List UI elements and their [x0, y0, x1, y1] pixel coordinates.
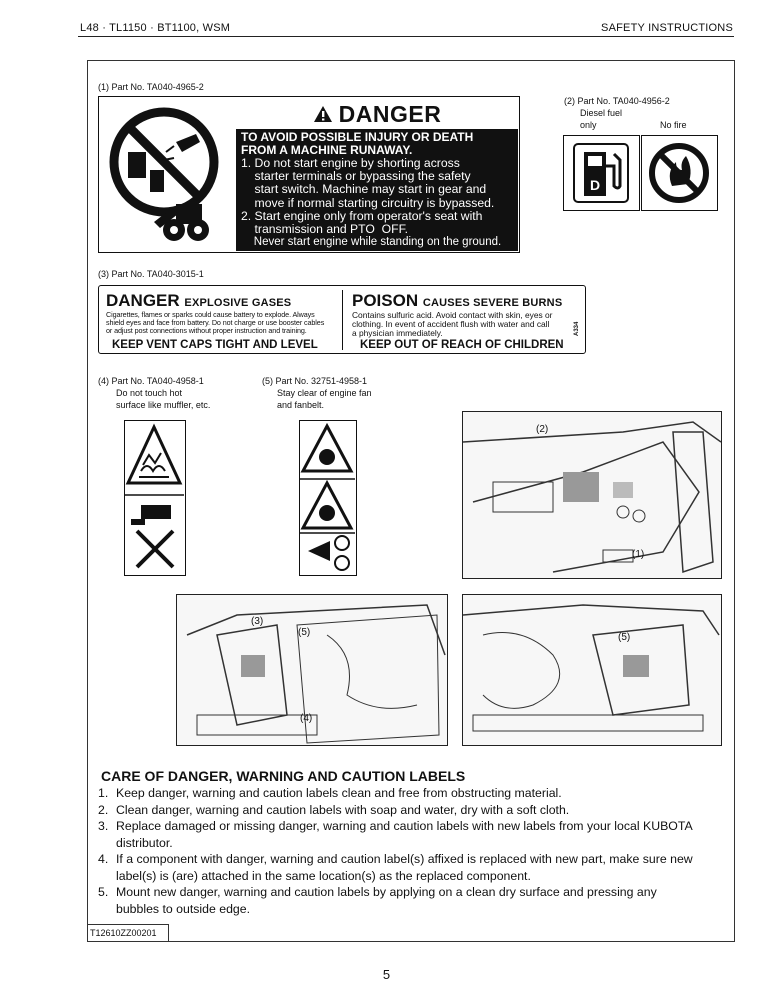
header-doc-title: L48 · TL1150 · BT1100, WSM	[80, 22, 231, 34]
callout-5-right: (5)	[618, 632, 631, 643]
battery-danger-line: or adjust post connections without proper instruction and training.	[106, 326, 307, 335]
footer-code: T12610ZZ00201	[90, 928, 157, 938]
label4-line2: surface like muffler, etc.	[116, 400, 211, 410]
hot-surface-icon	[125, 421, 184, 574]
care-item	[98, 802, 724, 819]
fan-area-drawing	[463, 595, 721, 745]
care-item-number: 1.	[98, 786, 109, 800]
care-item	[98, 851, 724, 884]
callout-3: (3)	[251, 616, 264, 627]
danger-text-panel	[236, 129, 518, 251]
label5-line2: and fanbelt.	[277, 400, 325, 410]
care-item-number: 5.	[98, 885, 109, 899]
care-item-number: 4.	[98, 852, 109, 866]
label2-part-number: (2) Part No. TA040-4956-2	[564, 96, 670, 106]
battery-danger-keep: KEEP VENT CAPS TIGHT AND LEVEL	[112, 339, 318, 351]
label5-part-number: (5) Part No. 32751-4958-1	[262, 376, 368, 386]
svg-text:D: D	[589, 177, 601, 193]
battery-danger-line: Cigarettes, flames or sparks could cause battery to explode. Always	[106, 310, 315, 319]
care-item-number: 3.	[98, 819, 109, 833]
label1-part-number: (1) Part No. TA040-4965-2	[98, 82, 204, 92]
label4-line1: Do not touch hot	[116, 388, 183, 398]
care-item	[98, 818, 724, 851]
label4-part-number: (4) Part No. TA040-4958-1	[98, 376, 204, 386]
care-item-line: If a component with danger, warning and caution label(s) affixed is replaced with new part, make sure new	[116, 852, 693, 866]
care-item-text	[116, 851, 693, 884]
danger-heading	[236, 101, 518, 128]
care-item-line: bubbles to outside edge.	[116, 901, 251, 916]
battery-poison-line: clothing. In event of accident flush with water and call	[352, 319, 550, 329]
danger-line: Never start engine while standing on the ground.	[241, 236, 502, 249]
battery-poison-heading	[352, 292, 562, 312]
danger-line: starter terminals or bypassing the safety	[241, 169, 471, 184]
battery-poison-line: Contains sulfuric acid. Avoid contact with skin, eyes or	[352, 310, 553, 320]
no-shorting-pictogram-icon	[104, 104, 230, 246]
fan-belt-label	[299, 420, 357, 576]
warning-triangle-icon	[313, 102, 333, 129]
label5-line1: Stay clear of engine fan	[277, 388, 372, 398]
engine-illustration-label-5	[462, 594, 722, 746]
care-section-title: CARE OF DANGER, WARNING AND CAUTION LABELS	[101, 768, 466, 784]
danger-instructions	[241, 157, 515, 249]
engine-compartment-drawing	[463, 412, 721, 578]
engine-illustration-label-1-2	[462, 411, 722, 579]
battery-label-code: A334	[574, 321, 580, 336]
battery-danger-text	[106, 311, 324, 335]
callout-1: (1)	[632, 549, 645, 560]
callout-4: (4)	[300, 713, 313, 724]
header-rule	[78, 36, 734, 37]
label2-line2b: No fire	[660, 120, 687, 130]
care-list	[98, 785, 724, 917]
care-item-line: Clean danger, warning and caution labels with soap and water, dry with a soft cloth.	[116, 802, 570, 817]
fan-belt-icon	[300, 421, 355, 574]
header-section-title: SAFETY INSTRUCTIONS	[601, 22, 733, 34]
page-number: 5	[382, 967, 391, 982]
battery-poison-line: a physician immediately.	[352, 328, 443, 338]
no-fire-label	[641, 135, 718, 211]
battery-poison-word: POISON	[352, 291, 419, 310]
callout-5-left: (5)	[298, 627, 311, 638]
battery-poison-sub: CAUSES SEVERE BURNS	[422, 297, 563, 309]
fuel-pump-icon	[564, 136, 638, 209]
danger-line: start switch. Machine may start in gear and	[241, 182, 487, 197]
care-item-line: Keep danger, warning and caution labels clean and free from obstructing material.	[116, 786, 562, 800]
danger-title-line: TO AVOID POSSIBLE INJURY OR DEATH	[241, 130, 474, 144]
care-item	[98, 884, 724, 917]
battery-poison-text	[352, 311, 552, 338]
battery-danger-word: DANGER	[106, 291, 180, 310]
care-item-line: Replace damaged or missing danger, warning and caution labels with new labels from your local KUBOTA	[116, 819, 693, 833]
battery-poison-keep: KEEP OUT OF REACH OF CHILDREN	[360, 339, 564, 351]
label3-part-number: (3) Part No. TA040-3015-1	[98, 269, 204, 279]
battery-danger-heading	[106, 292, 291, 312]
care-item-line: label(s) is (are) attached in the same location(s) as the replaced component.	[116, 868, 531, 883]
battery-danger-line: shield eyes and face from battery. Do not charge or use booster cables	[106, 318, 325, 327]
label2-line1: Diesel fuel	[580, 108, 623, 118]
danger-line: move if normal starting circuitry is bypassed.	[241, 195, 495, 210]
care-item-text	[116, 785, 562, 802]
care-item-number: 2.	[98, 802, 109, 817]
callout-2: (2)	[536, 424, 549, 435]
care-item-text	[116, 802, 569, 819]
danger-title-line: FROM A MACHINE RUNAWAY.	[241, 143, 413, 157]
hot-surface-label	[124, 420, 186, 576]
care-item-text	[116, 884, 657, 917]
danger-line: 2. Start engine only from operator's seat with	[241, 208, 483, 223]
danger-heading-text: DANGER	[338, 101, 442, 127]
care-item-text	[116, 818, 693, 851]
danger-title	[241, 131, 513, 157]
battery-danger-sub: EXPLOSIVE GASES	[184, 297, 292, 309]
no-fire-icon	[642, 136, 716, 209]
diesel-fuel-label	[563, 135, 640, 211]
care-item-line: Mount new danger, warning and caution labels by applying on a clean dry surface and pressing any	[116, 885, 657, 899]
danger-line: transmission and PTO OFF.	[241, 222, 409, 237]
care-item	[98, 785, 724, 802]
battery-label-divider	[342, 290, 343, 350]
care-item-line: distributor.	[116, 835, 173, 850]
label2-line2a: only	[580, 120, 597, 130]
danger-line: 1. Do not start engine by shorting across	[241, 156, 460, 170]
